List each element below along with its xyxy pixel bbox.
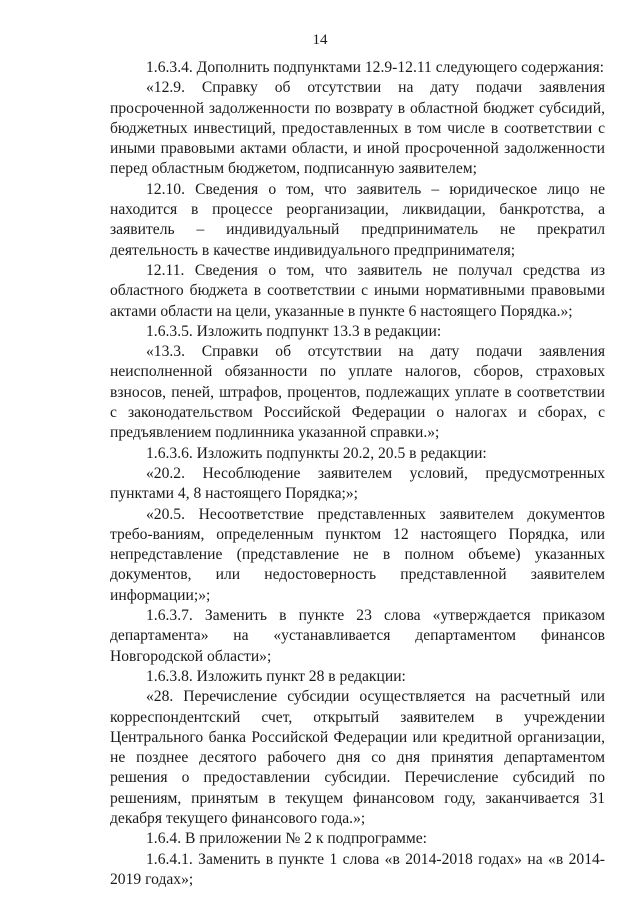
page-number: 14 [312, 32, 328, 48]
paragraph-20-2: «20.2. Несоблюдение заявителем условий, предусмотренных пунктами 4, 8 настоящего Порядка;»; [110, 464, 605, 503]
paragraph-1-6-3-8: 1.6.3.8. Изложить пункт 28 в редакции: [146, 667, 406, 685]
paragraph-13-3: «13.3. Справки об отсутствии на дату подачи заявления неисполненной обязанности по уплате налогов, сборов, страховых взносов, пеней, штрафов, процентов, подлежащих уплате в соответствии с законодательством Российской Федерации о налогах и сборах, с предъявлением подлинника указанной справки.»; [110, 343, 605, 442]
paragraph-20-5: «20.5. Несоответствие представленных заявителем документов требо-ваниям, определенным пунктом 12 настоящего Порядка, или непредставление (представление не в полном объеме) указанных документов, или недостоверность представленной заявителем информации;»; [110, 505, 605, 604]
paragraph-1-6-3-6: 1.6.3.6. Изложить подпункты 20.2, 20.5 в редакции: [146, 444, 487, 462]
paragraph-12-9: «12.9. Справку об отсутствии на дату подачи заявления просроченной задолженности по возврату в областной бюджет субсидий, бюджетных инвестиций, предоставленных в том числе в соответствии с иными правовыми актами области, и иной просроченной задолженности перед областным бюджетом, подписанную заявителем; [110, 79, 605, 178]
paragraph-12-11: 12.11. Сведения о том, что заявитель не получал средства из областного бюджета в соответствии с иными нормативными правовыми актами области на цели, указанные в пункте 6 настоящего Порядка.»; [110, 261, 605, 320]
document-body [110, 58, 605, 890]
paragraph-12-10: 12.10. Сведения о том, что заявитель – юридическое лицо не находится в процессе реорганизации, ликвидации, банкротства, а заявитель – индивидуальный предприниматель не прекратил деятельность в качестве индивидуального предпринимателя; [110, 180, 605, 259]
paragraph-1-6-3-4: 1.6.3.4. Дополнить подпунктами 12.9-12.11 следующего содержания: [146, 59, 604, 76]
paragraph-1-6-3-7: 1.6.3.7. Заменить в пункте 23 слова «утверждается приказом департамента» на «устанавливается департаментом финансов Новгородской области»; [110, 607, 605, 665]
paragraph-28: «28. Перечисление субсидии осуществляется на расчетный или корреспондентский счет, открытый заявителем в учреждении Центрального банка Российской Федерации или кредитной организации, не позднее десятого рабочего дня со дня принятия департаментом решения о предоставлении субсидии. Перечисление субсидий по решениям, принятым в текущем финансовом году, заканчивается 31 декабря текущего финансового года.»; [110, 688, 605, 827]
paragraph-1-6-3-5: 1.6.3.5. Изложить подпункт 13.3 в редакции: [146, 322, 442, 340]
paragraph-1-6-4-1: 1.6.4.1. Заменить в пункте 1 слова «в 2014-2018 годах» на «в 2014-2019 годах»; [110, 850, 605, 888]
paragraph-1-6-4: 1.6.4. В приложении № 2 к подпрограмме: [146, 830, 427, 848]
